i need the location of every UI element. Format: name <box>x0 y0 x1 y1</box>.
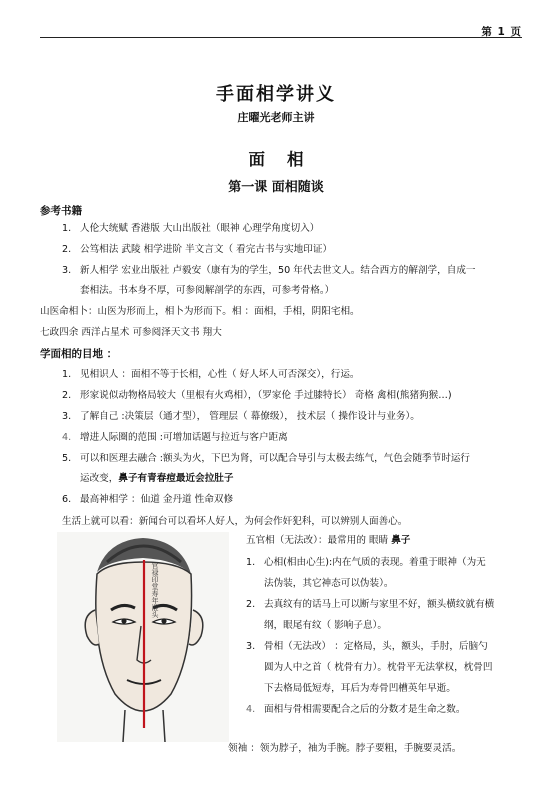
purpose-item: 1. 见相识人 ：面相不等于长相，心性（ 好人坏人可否深交），行运。 <box>62 369 360 380</box>
purpose-item: 4. 增进人际圈的范围 :可增加话题与拉近与客户距离 <box>62 432 288 443</box>
document-subtitle: 庄曜光老师主讲 <box>237 111 315 124</box>
organ-item-continuation: 法伪装，其它神态可以伪装）。 <box>264 578 394 589</box>
face-vertical-label: 官禄印堂寿年准头 <box>151 562 159 618</box>
organ-item-continuation: 圆为人中之首（ 枕骨有力）。枕骨平无法掌权，枕骨凹 <box>264 662 493 673</box>
header-divider <box>40 37 522 38</box>
reference-item: 3. 新人相学 宏业出版社 卢毅安（康有为的学生，50 年代去世文人。结合西方的解剖学，自成一 <box>62 265 476 276</box>
face-illustration <box>57 532 229 742</box>
references-heading: 参考书籍 <box>40 205 82 217</box>
organ-item: 3. 骨相（无法改） ：定格局，头，额头，手肘，后脑勺 <box>246 641 488 652</box>
organ-item: 2. 去真纹有的话马上可以断与家里不好，额头横纹就有横 <box>246 599 495 610</box>
life-note: 生活上就可以看：新闻台可以看坏人好人，为何会作奸犯科，可以辨别人面善心。 <box>62 516 408 527</box>
five-organs-heading: 五官相（无法改）：最常用的 眼睛 鼻子 <box>246 535 411 546</box>
purpose-item: 3. 了解自己 :决策层（通才型）， 管理层（ 幕僚级）， 技术层（ 操作设计与业务）。 <box>62 411 420 422</box>
organ-item-continuation: 纲，眼尾有纹（ 影响子息）。 <box>264 620 387 631</box>
purpose-item-continuation: 运改变，鼻子有青春痘最近会拉肚子 <box>80 473 234 484</box>
sleeve-note: 领袖 ：领为脖子，袖为手腕。脖子要粗，手腕要灵活。 <box>228 743 462 754</box>
organ-item: 4. 面相与骨相需要配合之后的分数才是生命之数。 <box>246 704 466 715</box>
note-line: 七政四余 西洋占星术 可参阅泽天文书 翔大 <box>40 327 222 338</box>
page-number: 第 1 页 <box>481 26 522 38</box>
purpose-item: 6. 最高神相学 ：仙道 金丹道 性命双修 <box>62 494 234 505</box>
organ-item: 1. 心相(相由心生):内在气质的表现。着重于眼神（为无 <box>246 557 486 568</box>
face-drawing <box>57 532 229 742</box>
purpose-item: 2. 形家说似动物格局较大（里根有火鸡相），（罗家伦 手过膝特长） 奇格 禽相(熊猪狗猴…) <box>62 390 452 401</box>
organ-item-continuation: 下去格局低短寿，耳后为寿骨凹槽英年早逝。 <box>264 683 456 694</box>
reference-item: 1. 人伦大统赋 香港版 大山出版社（眼神 心理学角度切入） <box>62 223 320 234</box>
reference-item-continuation: 套相法。书本身不厚，可参阅解剖学的东西，可参考骨格。） <box>80 285 335 296</box>
purpose-item: 5. 可以和医理去融合 :额头为火，下巴为肾，可以配合导引与太极去练气，气色会随季节时运行 <box>62 453 471 464</box>
note-line: 山医命相卜：山医为形而上，相卜为形而下。相 ：面相，手相，阴阳宅相。 <box>40 306 360 317</box>
section-title: 面相 <box>248 150 326 169</box>
reference-item: 2. 公笃相法 武陵 相学进阶 半文言文（ 看完古书与实地印证） <box>62 244 333 255</box>
lesson-title: 第一课 面相随谈 <box>228 180 324 195</box>
document-title: 手面相学讲义 <box>216 84 336 105</box>
purpose-heading: 学面相的目地 ： <box>40 348 118 360</box>
